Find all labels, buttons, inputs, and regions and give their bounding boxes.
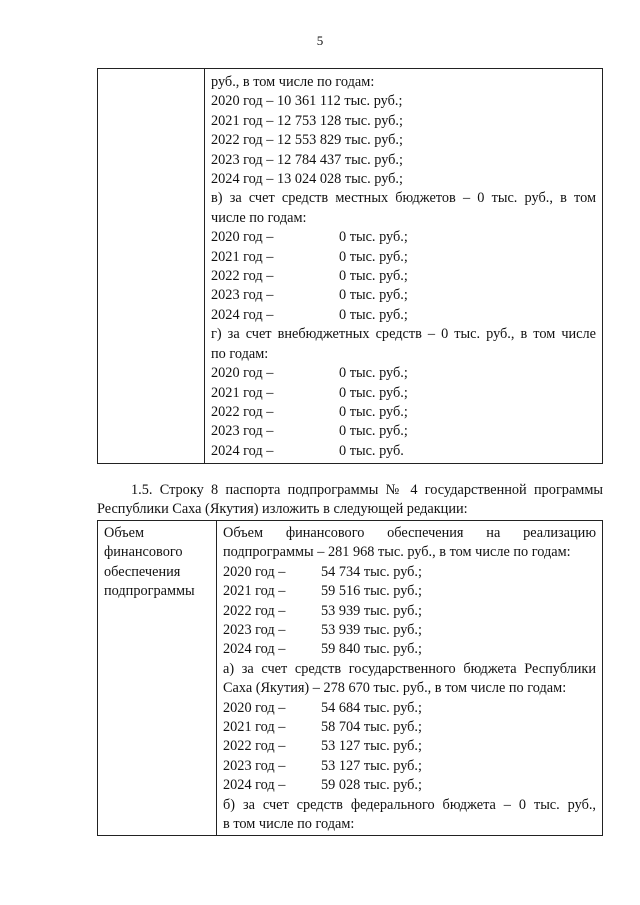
year-amount: 0 тыс. руб.; bbox=[339, 403, 408, 420]
text-line: руб., в том числе по годам: bbox=[211, 74, 375, 90]
year-amount: 53 939 тыс. руб.; bbox=[321, 602, 422, 619]
year-row bbox=[211, 267, 596, 286]
paragraph-line: Республики Саха (Якутия) изложить в следующей редакции: bbox=[97, 501, 468, 518]
year-label: 2021 год – bbox=[223, 583, 286, 600]
year-amount: 53 127 тыс. руб.; bbox=[321, 738, 422, 755]
total-funding-heading: Объем финансового обеспечения на реализацию bbox=[223, 525, 596, 541]
label-line: Объем bbox=[104, 525, 145, 541]
year-label: 2024 год – bbox=[223, 777, 286, 794]
funding-details-cell bbox=[217, 521, 603, 836]
year-amount: 53 939 тыс. руб.; bbox=[321, 622, 422, 639]
state-budget-heading-cont: Саха (Якутия) – 278 670 тыс. руб., в том числе по годам: bbox=[223, 680, 567, 697]
year-row bbox=[223, 621, 596, 640]
year-label: 2021 год – bbox=[223, 719, 286, 736]
year-row bbox=[211, 228, 596, 247]
year-row bbox=[223, 699, 596, 718]
year-row bbox=[211, 286, 596, 305]
funding-details-cell bbox=[205, 69, 603, 464]
year-amount: 0 тыс. руб.; bbox=[339, 306, 408, 323]
year-label: 2023 год – bbox=[223, 622, 286, 639]
amendment-paragraph bbox=[97, 481, 603, 520]
year-label: 2022 год – bbox=[211, 403, 274, 420]
year-row bbox=[223, 563, 596, 582]
year-row bbox=[211, 422, 596, 441]
paragraph-line: 1.5. Строку 8 паспорта подпрограммы № 4 государственной программы bbox=[131, 482, 603, 498]
year-amount: 0 тыс. руб.; bbox=[339, 423, 408, 440]
label-line: обеспечения bbox=[104, 563, 181, 580]
label-line: подпрограммы bbox=[104, 583, 195, 600]
year-label: 2022 год – bbox=[223, 738, 286, 755]
page-number: 5 bbox=[316, 33, 324, 48]
year-label: 2022 год – bbox=[211, 268, 274, 285]
year-row bbox=[223, 776, 596, 795]
year-row bbox=[223, 582, 596, 601]
year-amount: 58 704 тыс. руб.; bbox=[321, 719, 422, 736]
year-amount: 59 840 тыс. руб.; bbox=[321, 641, 422, 658]
funding-table-continued bbox=[97, 68, 603, 464]
year-amount: 53 127 тыс. руб.; bbox=[321, 757, 422, 774]
year-label: 2022 год – bbox=[223, 602, 286, 619]
year-amount: 0 тыс. руб.; bbox=[339, 229, 408, 246]
year-row bbox=[211, 403, 596, 422]
year-amount: 0 тыс. руб.; bbox=[339, 268, 408, 285]
year-label: 2023 год – bbox=[223, 757, 286, 774]
year-label: 2023 год – bbox=[211, 423, 274, 440]
year-amount: 54 734 тыс. руб.; bbox=[321, 563, 422, 580]
year-amount: 54 684 тыс. руб.; bbox=[321, 699, 422, 716]
year-row bbox=[223, 737, 596, 756]
year-label: 2024 год – bbox=[223, 641, 286, 658]
year-line: 2023 год – 12 784 437 тыс. руб.; bbox=[211, 151, 403, 168]
year-amount: 59 028 тыс. руб.; bbox=[321, 777, 422, 794]
year-amount: 0 тыс. руб.; bbox=[339, 384, 408, 401]
year-amount: 59 516 тыс. руб.; bbox=[321, 583, 422, 600]
extrabudget-heading: г) за счет внебюджетных средств – 0 тыс. руб., в том числе bbox=[211, 326, 596, 343]
year-label: 2021 год – bbox=[211, 384, 274, 401]
state-budget-heading: а) за счет средств государственного бюджета Республики bbox=[223, 660, 596, 677]
year-label: 2021 год – bbox=[211, 248, 274, 265]
year-line: 2022 год – 12 553 829 тыс. руб.; bbox=[211, 132, 403, 149]
year-row bbox=[211, 248, 596, 267]
year-row bbox=[223, 640, 596, 659]
year-line: 2021 год – 12 753 128 тыс. руб.; bbox=[211, 112, 403, 129]
year-row bbox=[211, 442, 596, 461]
local-budget-heading-cont: числе по годам: bbox=[211, 209, 307, 226]
year-row bbox=[223, 718, 596, 737]
federal-budget-heading-cont: в том числе по годам: bbox=[223, 816, 355, 833]
year-label: 2020 год – bbox=[211, 365, 274, 382]
total-funding-heading-cont: подпрограммы – 281 968 тыс. руб., в том числе по годам: bbox=[223, 544, 571, 561]
year-line: 2020 год – 10 361 112 тыс. руб.; bbox=[211, 93, 403, 110]
empty-label-cell bbox=[98, 69, 205, 464]
year-row bbox=[211, 384, 596, 403]
year-amount: 0 тыс. руб. bbox=[339, 442, 404, 459]
label-line: финансового bbox=[104, 544, 183, 561]
year-line: 2024 год – 13 024 028 тыс. руб.; bbox=[211, 171, 403, 188]
extrabudget-heading-cont: по годам: bbox=[211, 345, 269, 362]
year-label: 2024 год – bbox=[211, 306, 274, 323]
local-budget-heading: в) за счет средств местных бюджетов – 0 тыс. руб., в том bbox=[211, 190, 596, 207]
year-label: 2020 год – bbox=[211, 229, 274, 246]
federal-budget-heading: б) за счет средств федерального бюджета – 0 тыс. руб., bbox=[223, 796, 596, 813]
year-label: 2020 год – bbox=[223, 563, 286, 580]
year-amount: 0 тыс. руб.; bbox=[339, 248, 408, 265]
year-label: 2023 год – bbox=[211, 287, 274, 304]
year-row bbox=[211, 306, 596, 325]
year-label: 2020 год – bbox=[223, 699, 286, 716]
year-label: 2024 год – bbox=[211, 442, 274, 459]
subprogram-funding-table bbox=[97, 520, 603, 836]
year-row bbox=[211, 364, 596, 383]
year-amount: 0 тыс. руб.; bbox=[339, 287, 408, 304]
funding-label-cell bbox=[98, 521, 217, 836]
year-row bbox=[223, 757, 596, 776]
year-amount: 0 тыс. руб.; bbox=[339, 365, 408, 382]
year-row bbox=[223, 602, 596, 621]
